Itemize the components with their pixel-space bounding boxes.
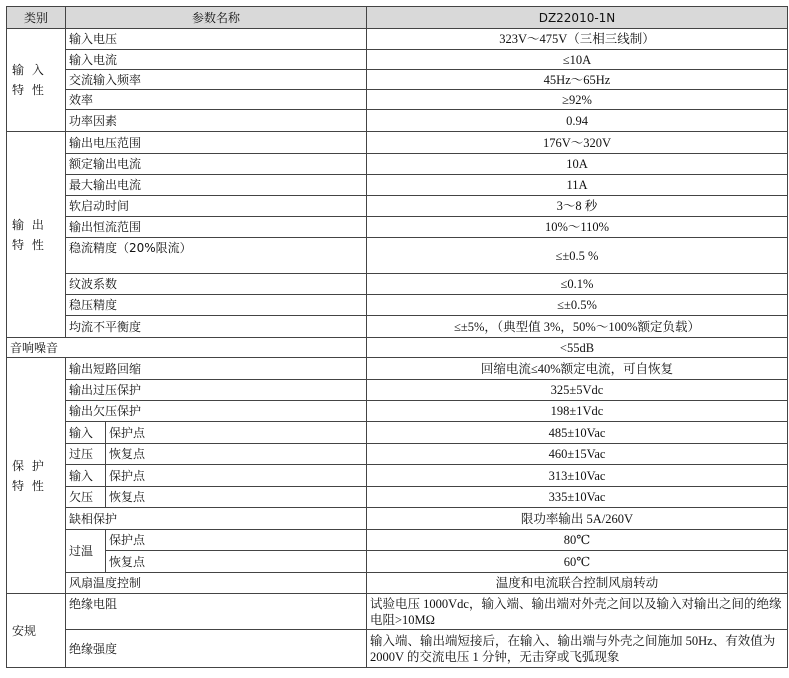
param-name: 输出短路回缩 — [66, 358, 367, 380]
param-value: 335±10Vac — [367, 487, 788, 508]
param-name: 输入电压 — [66, 29, 367, 50]
param-name: 输出电压范围 — [66, 132, 367, 154]
table-row — [7, 594, 788, 630]
param-name: 均流不平衡度 — [66, 316, 367, 338]
param-value: 323V～475V（三相三线制） — [367, 29, 788, 50]
input-over-label-top: 输入 — [66, 422, 106, 444]
param-value: 80℃ — [367, 530, 788, 551]
param-value: 325±5Vdc — [367, 380, 788, 401]
input-over-label-bottom: 过压 — [66, 444, 106, 465]
table-row — [7, 175, 788, 196]
param-value: ≤±0.5% — [367, 295, 788, 316]
table-row — [7, 380, 788, 401]
param-name: 绝缘电阻 — [66, 594, 367, 630]
param-name: 输出欠压保护 — [66, 401, 367, 422]
table-row — [7, 154, 788, 175]
category-safety: 安规 — [7, 594, 66, 668]
param-name: 软启动时间 — [66, 196, 367, 217]
param-name: 稳压精度 — [66, 295, 367, 316]
table-row — [7, 551, 788, 573]
param-value: ≥92% — [367, 90, 788, 110]
param-value: ≤0.1% — [367, 274, 788, 295]
category-output: 输 出 特 性 — [7, 132, 66, 338]
header-param: 参数名称 — [66, 7, 367, 29]
table-row — [7, 70, 788, 90]
table-row — [7, 487, 788, 508]
table-row — [7, 316, 788, 338]
param-name: 稳流精度（20%限流） — [66, 238, 367, 274]
param-value: 460±15Vac — [367, 444, 788, 465]
param-name: 纹波系数 — [66, 274, 367, 295]
param-value: <55dB — [367, 338, 788, 358]
param-name: 功率因素 — [66, 110, 367, 132]
param-value: 485±10Vac — [367, 422, 788, 444]
table-row — [7, 110, 788, 132]
table-row — [7, 132, 788, 154]
category-noise: 音响噪音 — [7, 338, 367, 358]
header-category: 类别 — [7, 7, 66, 29]
table-row — [7, 465, 788, 487]
param-name: 额定输出电流 — [66, 154, 367, 175]
param-value: 限功率输出 5A/260V — [367, 508, 788, 530]
table-row — [7, 401, 788, 422]
table-row — [7, 530, 788, 551]
param-value: 输入端、输出端短接后，在输入、输出端与外壳之间施加 50Hz、有效值为 2000V 的交流电压 1 分钟，无击穿或飞弧现象 — [367, 630, 788, 668]
param-name: 绝缘强度 — [66, 630, 367, 668]
table-row — [7, 295, 788, 316]
table-row — [7, 50, 788, 70]
param-name: 输出恒流范围 — [66, 217, 367, 238]
header-model: DZ22010-1N — [367, 7, 788, 29]
param-name: 交流输入频率 — [66, 70, 367, 90]
param-value: 11A — [367, 175, 788, 196]
table-row — [7, 338, 788, 358]
param-name: 最大输出电流 — [66, 175, 367, 196]
table-row — [7, 573, 788, 594]
param-name: 保护点 — [106, 465, 367, 487]
param-value: ≤±0.5 % — [367, 238, 788, 274]
input-under-label-bottom: 欠压 — [66, 487, 106, 508]
param-value: 10%～110% — [367, 217, 788, 238]
param-value: ≤±5%，（典型值 3%，50%～100%额定负载） — [367, 316, 788, 338]
param-value: 0.94 — [367, 110, 788, 132]
param-value: 回缩电流≤40%额定电流，可自恢复 — [367, 358, 788, 380]
table-row — [7, 196, 788, 217]
table-row — [7, 422, 788, 444]
table-row — [7, 358, 788, 380]
param-value: 温度和电流联合控制风扇转动 — [367, 573, 788, 594]
param-value: 试验电压 1000Vdc，输入端、输出端对外壳之间以及输入对输出之间的绝缘电阻>10MΩ — [367, 594, 788, 630]
param-value: 198±1Vdc — [367, 401, 788, 422]
param-name: 输入电流 — [66, 50, 367, 70]
param-name: 效率 — [66, 90, 367, 110]
table-row — [7, 238, 788, 274]
table-row — [7, 29, 788, 50]
param-name: 风扇温度控制 — [66, 573, 367, 594]
table-row — [7, 444, 788, 465]
category-protection: 保 护 特 性 — [7, 358, 66, 594]
over-temp-label: 过温 — [66, 530, 106, 573]
param-name: 输出过压保护 — [66, 380, 367, 401]
param-name: 恢复点 — [106, 551, 367, 573]
param-value: 176V～320V — [367, 132, 788, 154]
param-name: 保护点 — [106, 530, 367, 551]
table-row — [7, 90, 788, 110]
table-row — [7, 274, 788, 295]
header-row — [7, 7, 788, 29]
input-under-label-top: 输入 — [66, 465, 106, 487]
param-name: 恢复点 — [106, 444, 367, 465]
param-name: 缺相保护 — [66, 508, 367, 530]
param-value: 3～8 秒 — [367, 196, 788, 217]
category-input: 输 入 特 性 — [7, 29, 66, 132]
param-value: 60℃ — [367, 551, 788, 573]
param-value: 45Hz～65Hz — [367, 70, 788, 90]
param-value: ≤10A — [367, 50, 788, 70]
param-name: 恢复点 — [106, 487, 367, 508]
param-name: 保护点 — [106, 422, 367, 444]
table-row — [7, 630, 788, 668]
table-row — [7, 508, 788, 530]
param-value: 10A — [367, 154, 788, 175]
table-row — [7, 217, 788, 238]
param-value: 313±10Vac — [367, 465, 788, 487]
spec-table — [6, 6, 788, 668]
